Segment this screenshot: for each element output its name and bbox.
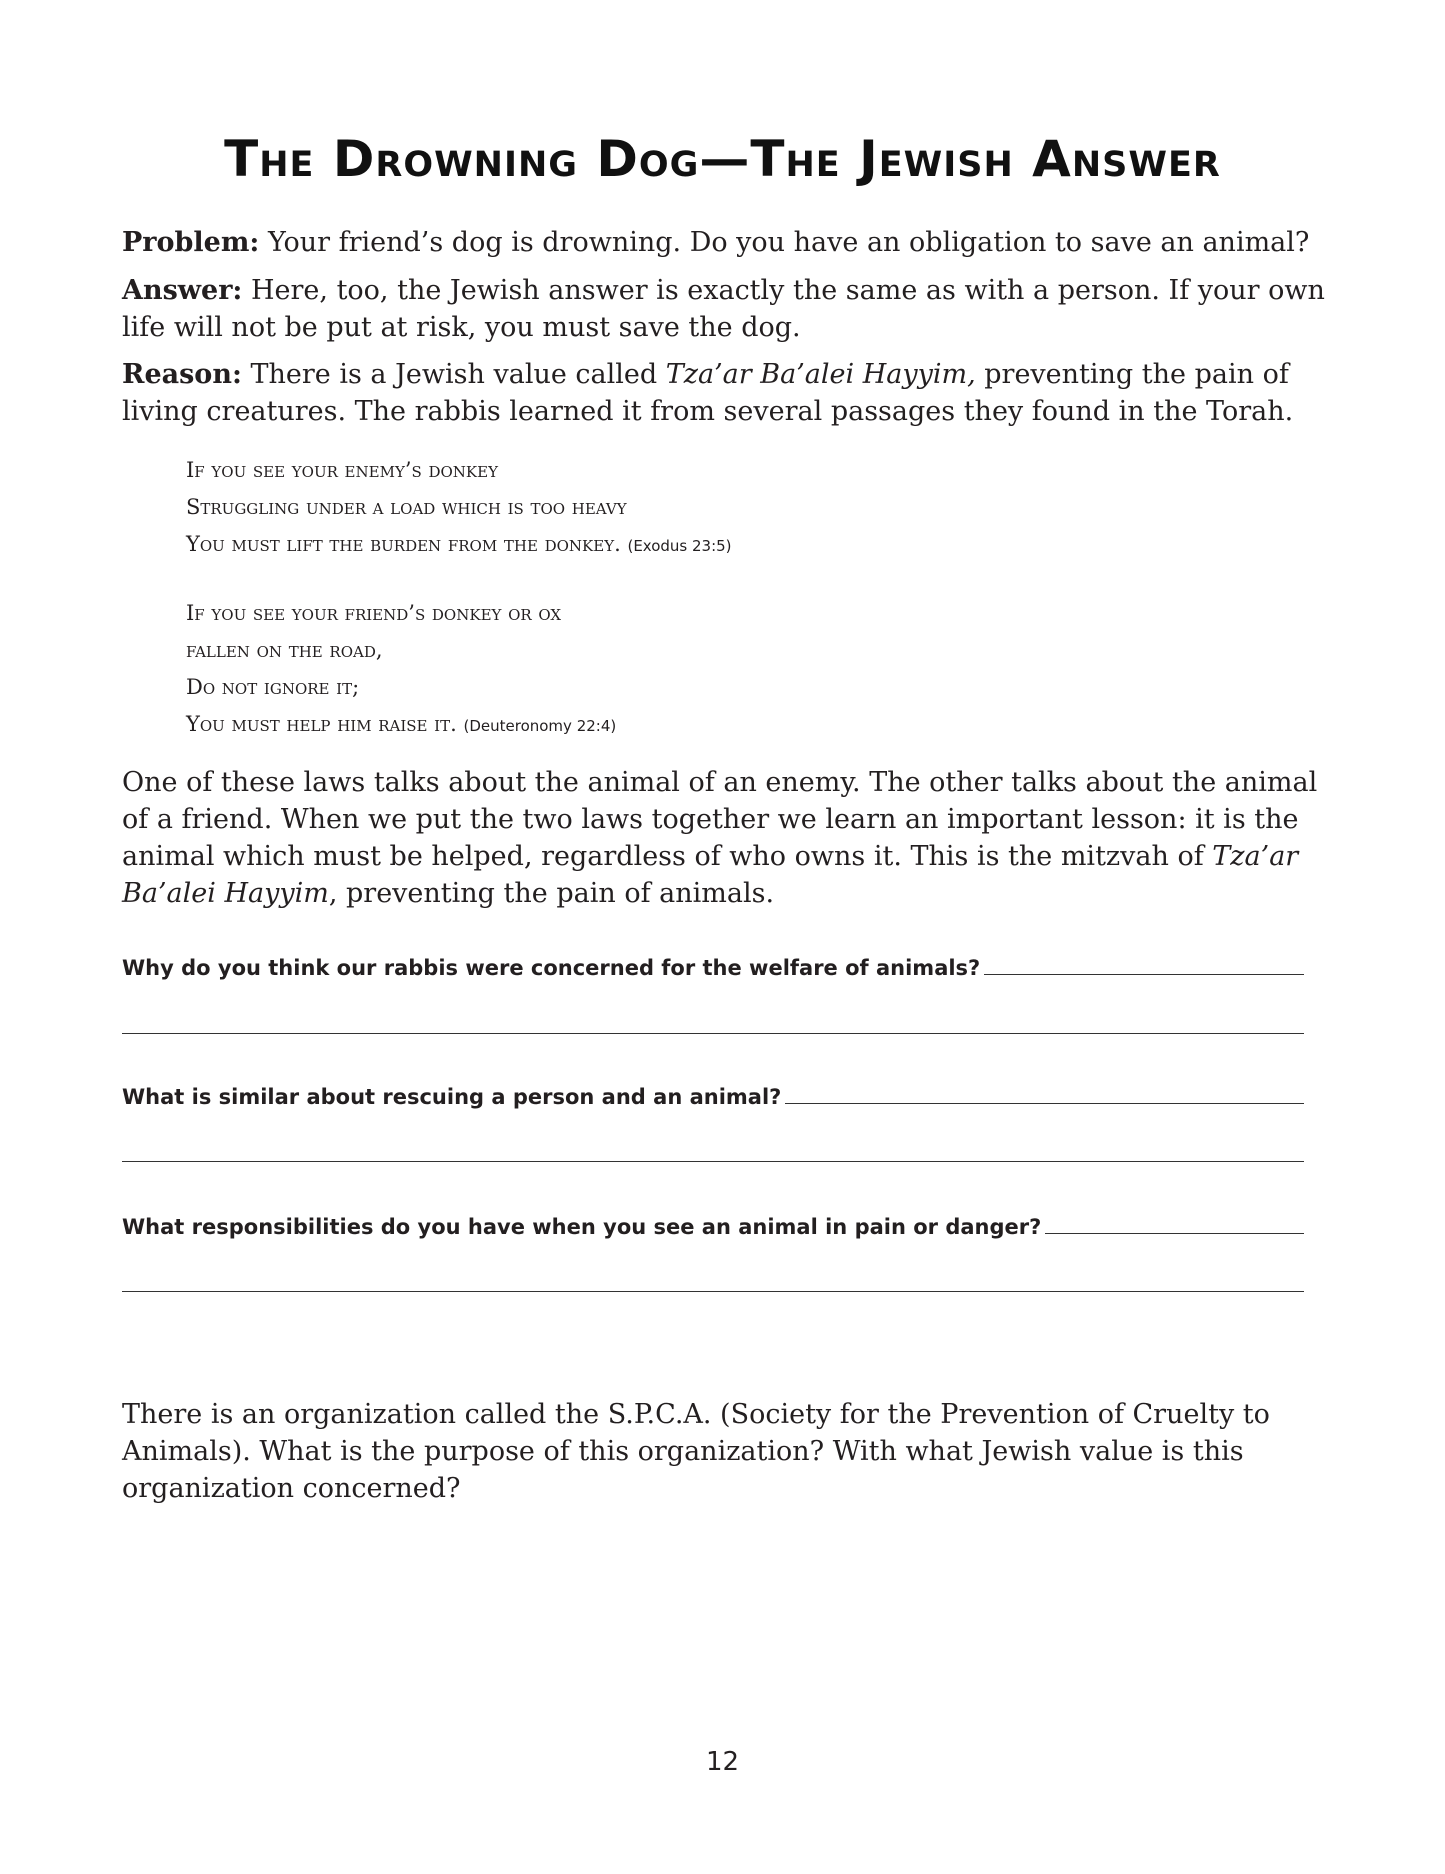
answer-blank[interactable] xyxy=(1045,1232,1304,1234)
verse-line: You must help him raise it. xyxy=(186,712,457,736)
answer-blank[interactable] xyxy=(785,1102,1304,1104)
answer-paragraph xyxy=(122,272,1332,346)
question-2 xyxy=(122,1085,1304,1109)
verse-line: If you see your enemy’s donkey xyxy=(186,458,498,482)
verse-line: Struggling under a load which is too heavy xyxy=(186,495,627,519)
verse-line: Do not ignore it; xyxy=(186,675,360,699)
verse-line: fallen on the road, xyxy=(186,638,383,662)
verse-exodus xyxy=(186,452,732,565)
problem-text: Your friend’s dog is drowning. Do you have an obligation to save an animal? xyxy=(259,227,1310,258)
problem-paragraph xyxy=(122,224,1332,261)
body-text-a: One of these laws talks about the animal of an enemy. The other talks about the animal of a friend. When we put the two laws together we learn an important lesson: it is the animal which must be helped, regardless of who owns it. This is the mitzvah of xyxy=(122,767,1318,872)
question-text: What responsibilities do you have when you see an animal in pain or danger? xyxy=(122,1215,1042,1239)
answer-line[interactable] xyxy=(122,1033,1304,1034)
reason-paragraph xyxy=(122,356,1332,430)
verse-citation: (Deuteronomy 22:4) xyxy=(463,717,617,735)
answer-blank[interactable] xyxy=(984,973,1304,975)
body-paragraph xyxy=(122,764,1332,912)
answer-line[interactable] xyxy=(122,1161,1304,1162)
verse-line: You must lift the burden from the donkey. xyxy=(186,532,621,556)
problem-label: Problem: xyxy=(122,227,260,258)
answer-label: Answer: xyxy=(122,275,243,306)
reason-label: Reason: xyxy=(122,359,242,390)
question-text: What is similar about rescuing a person and an animal? xyxy=(122,1085,782,1109)
reason-term: Tza’ar Ba’alei Hayyim, xyxy=(665,359,976,390)
verse-deuteronomy xyxy=(186,595,616,745)
page-title: The Drowning Dog—The Jewish Answer xyxy=(224,130,1221,188)
verse-citation: (Exodus 23:5) xyxy=(627,537,732,555)
reason-text-b: preventing the pain of living creatures. The rabbis learned it from several passages they found in the Torah. xyxy=(122,359,1294,427)
page-number: 12 xyxy=(705,1747,740,1777)
body-term: Tza’ar Ba’alei Hayyim xyxy=(122,841,1299,909)
verse-line: If you see your friend’s donkey or ox xyxy=(186,601,562,625)
body-text-b: , preventing the pain of animals. xyxy=(328,878,775,909)
question-text: Why do you think our rabbis were concerned for the welfare of animals? xyxy=(122,956,981,980)
question-1 xyxy=(122,956,1304,980)
spca-paragraph: There is an organization called the S.P.C.A. (Society for the Prevention of Cruelty to Animals). What is the purpose of this organization? With what Jewish value is this organization concerned? xyxy=(122,1399,1270,1504)
question-3 xyxy=(122,1215,1304,1239)
answer-text: Here, too, the Jewish answer is exactly the same as with a person. If your own life will not be put at risk, you must save the dog. xyxy=(122,275,1325,343)
answer-line[interactable] xyxy=(122,1291,1304,1292)
reason-text-a: There is a Jewish value called xyxy=(241,359,666,390)
